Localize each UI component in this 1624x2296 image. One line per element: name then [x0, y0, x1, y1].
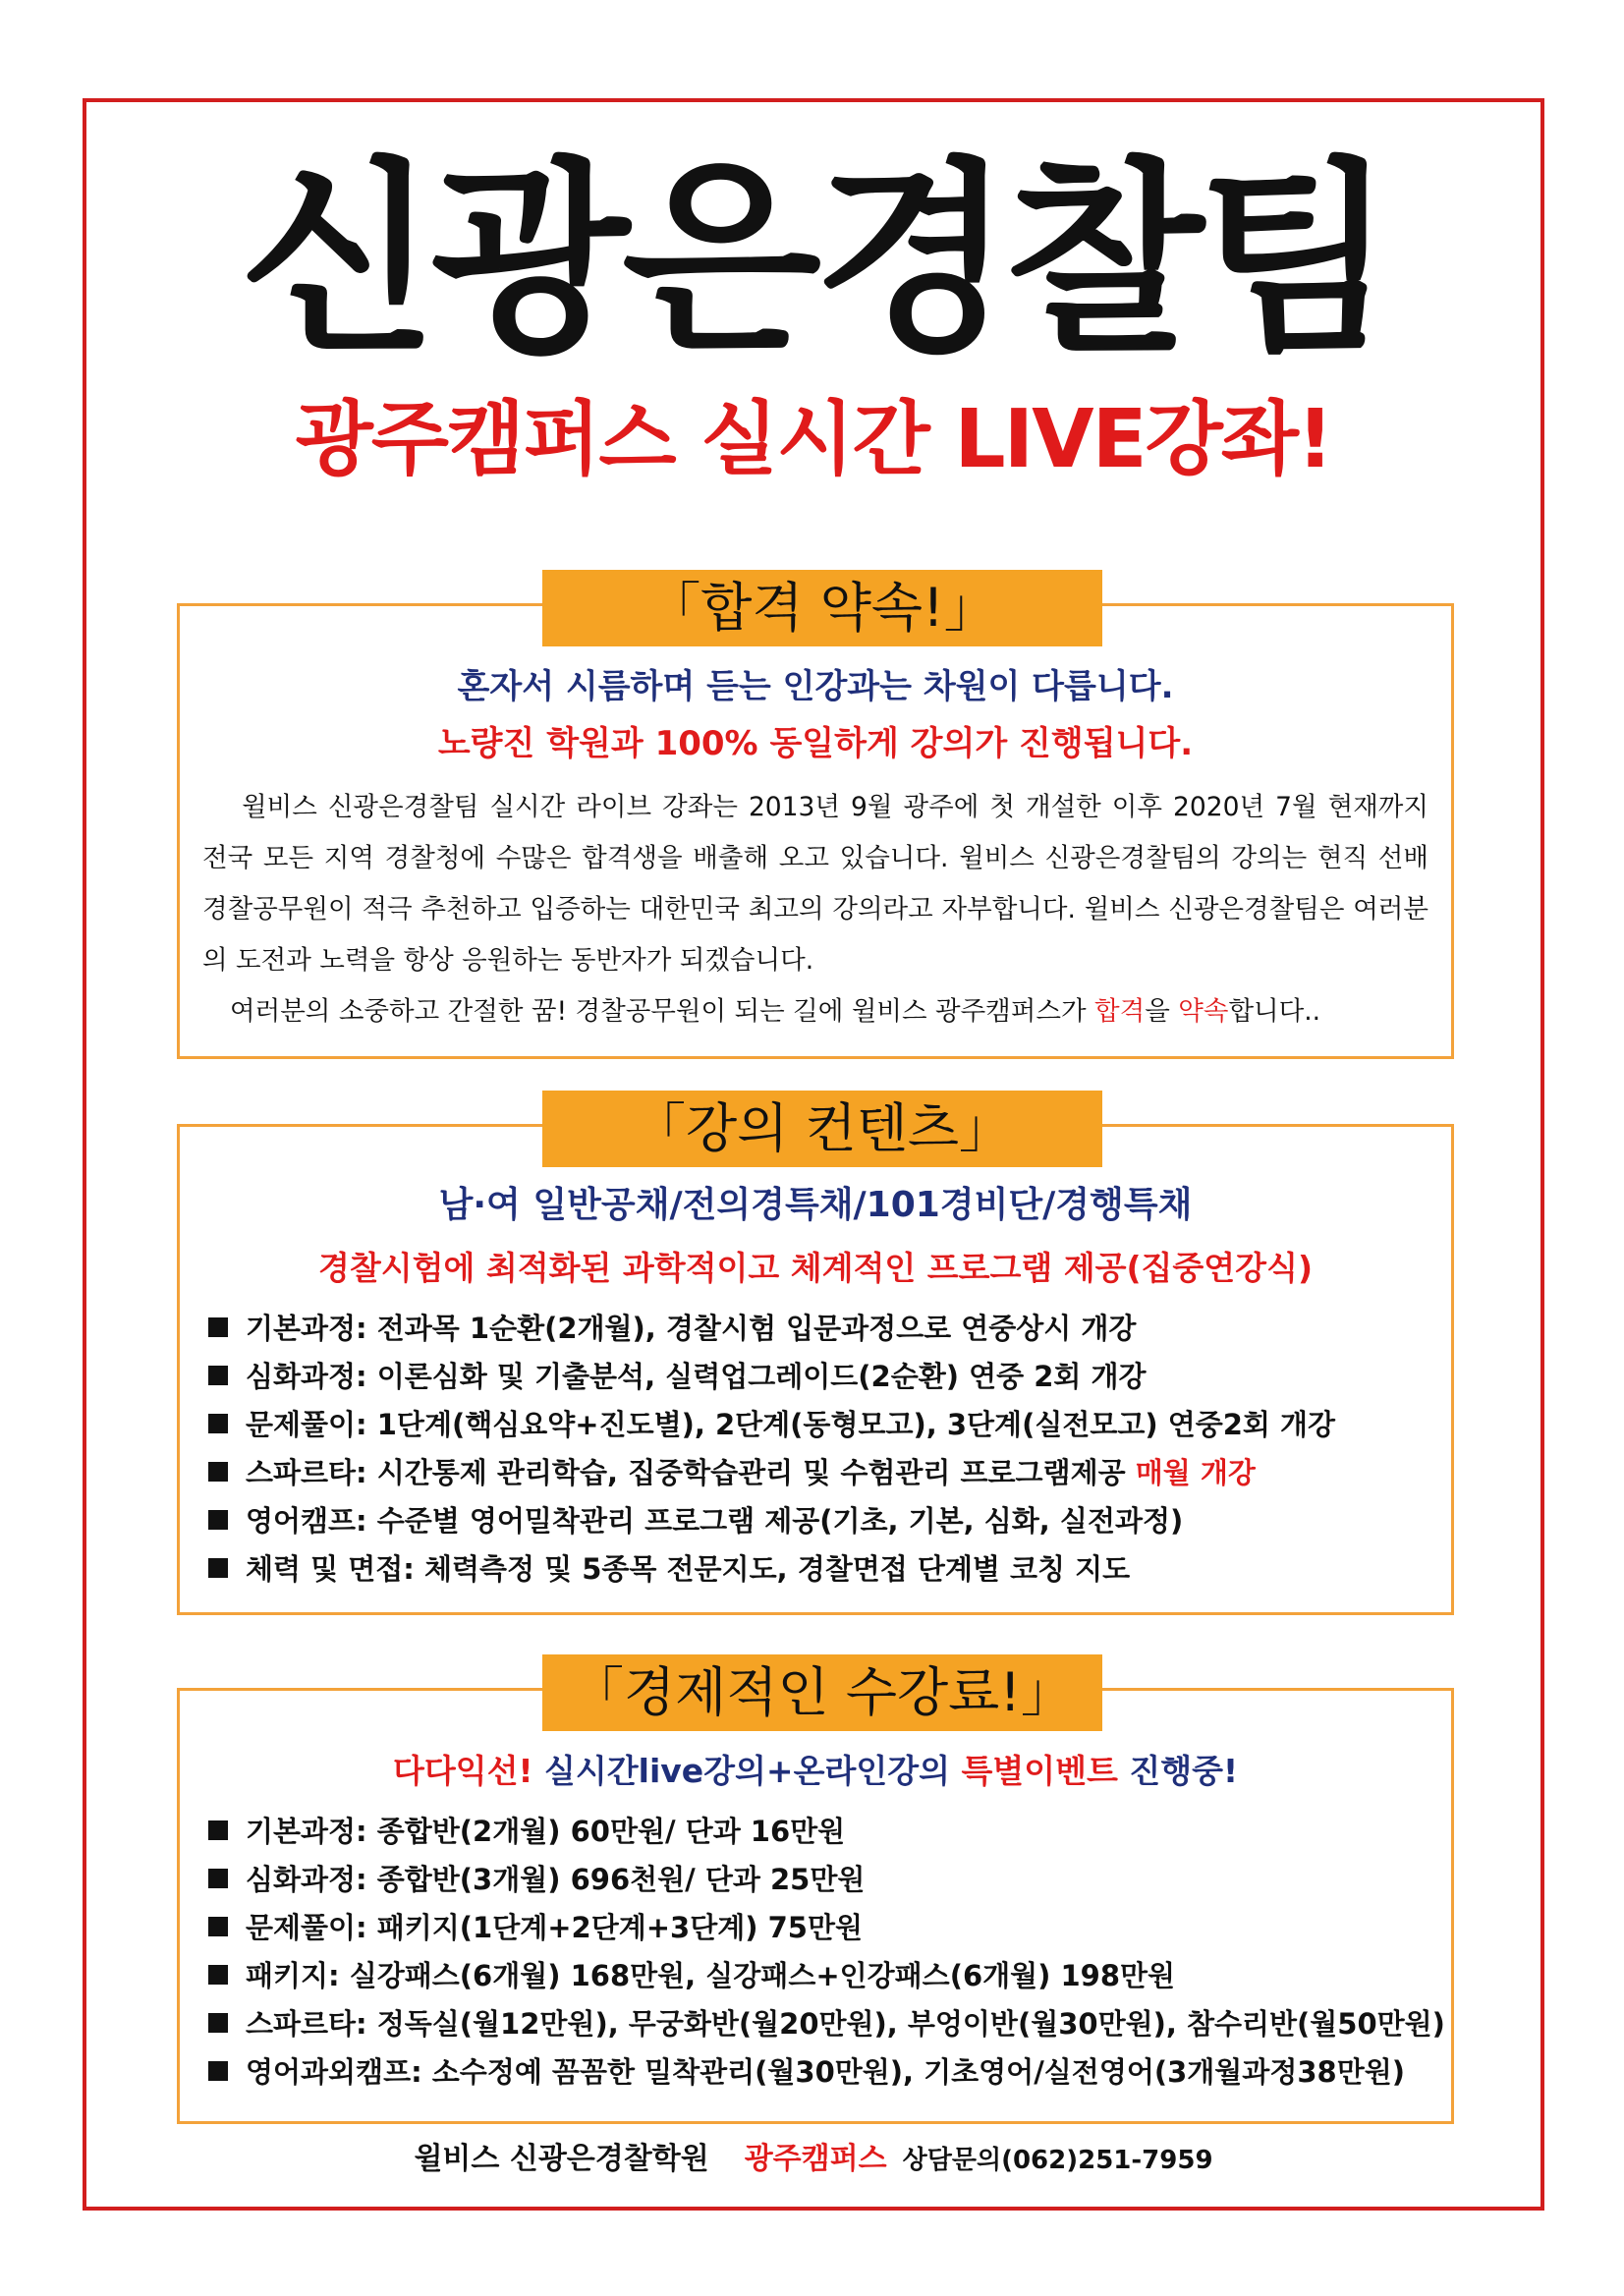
pass-description-text: 윌비스 신광은경찰팀 실시간 라이브 강좌는 2013년 9월 광주에 첫 개설한 이후 2020년 7월 현재까지 전국 모든 지역 경찰청에 수많은 합격생을 배출해 오고 있습니다. 윌비스 신광은경찰팀의 강의는 현직 선배 경찰공무원이 적극 추천하고 입증하는 대한민국 최고의 강의라고 자부합니다. 윌비스 신광은경찰팀은 여러분의 도전과 노력을 항상 응원하는 동반자가 되겠습니다. [202, 792, 1428, 976]
pass-description [177, 782, 1454, 986]
section-pass-promise-tab: 「합격 약속!」 [542, 570, 1102, 646]
list-item: 패키지: 실강패스(6개월) 168만원, 실강패스+인강패스(6개월) 198만원 [208, 1952, 1454, 2000]
square-bullet-icon [208, 1820, 228, 1840]
tuition-headline-part-3: 특별이벤트 [961, 1752, 1118, 1790]
pass-closing-pre: 여러분의 소중하고 간절한 꿈! 경찰공무원이 되는 길에 윌비스 광주캠퍼스가 [230, 996, 1095, 1027]
square-bullet-icon [208, 2013, 228, 2033]
list-item: 체력 및 면접: 체력측정 및 5종목 전문지도, 경찰면접 단계별 코칭 지도 [208, 1545, 1454, 1594]
pass-closing-highlight-promise: 약속 [1178, 996, 1229, 1027]
list-item: 스파르타: 정독실(월12만원), 무궁화반(월20만원), 부엉이반(월30만원), 참수리반(월50만원) [208, 2000, 1454, 2048]
footer-campus: 광주캠퍼스 [744, 2142, 887, 2176]
list-item: 기본과정: 전과목 1순환(2개월), 경찰시험 입문과정으로 연중상시 개강 [208, 1305, 1454, 1353]
square-bullet-icon [208, 1965, 228, 1985]
list-item: 심화과정: 종합반(3개월) 696천원/ 단과 25만원 [208, 1856, 1454, 1904]
square-bullet-icon [208, 1414, 228, 1433]
section-lecture-contents-content [177, 1177, 1454, 1594]
section-tuition-tab: 「경제적인 수강료!」 [542, 1654, 1102, 1731]
list-item: 스파르타: 시간통제 관리학습, 집중학습관리 및 수험관리 프로그램제공 매월 개강 [208, 1449, 1454, 1497]
tuition-headline [177, 1743, 1454, 1800]
square-bullet-icon [208, 1917, 228, 1936]
list-item: 문제풀이: 패키지(1단계+2단계+3단계) 75만원 [208, 1904, 1454, 1952]
contents-list [177, 1305, 1454, 1594]
footer-academy: 윌비스 신광은경찰학원 [414, 2142, 709, 2176]
square-bullet-icon [208, 1317, 228, 1337]
pass-closing-highlight-pass: 합격 [1094, 996, 1146, 1027]
list-item: 기본과정: 종합반(2개월) 60만원/ 단과 16만원 [208, 1808, 1454, 1856]
pass-closing [177, 986, 1454, 1037]
list-item: 영어과외캠프: 소수정예 꼼꼼한 밀착관리(월30만원), 기초영어/실전영어(3개월과정38만원) [208, 2048, 1454, 2097]
section-tuition-content [177, 1743, 1454, 2097]
footer [83, 2134, 1544, 2177]
footer-contact: 상담문의(062)251-7959 [902, 2146, 1213, 2175]
section-pass-promise-content [177, 660, 1454, 1037]
pass-closing-mid: 을 [1145, 996, 1179, 1027]
list-item: 영어캠프: 수준별 영어밀착관리 프로그램 제공(기초, 기본, 심화, 실전과정) [208, 1497, 1454, 1545]
tuition-headline-part-2: 실시간live강의+온라인강의 [544, 1752, 962, 1790]
list-item: 심화과정: 이론심화 및 기출분석, 실력업그레이드(2순환) 연중 2회 개강 [208, 1353, 1454, 1401]
square-bullet-icon [208, 1869, 228, 1888]
list-item: 문제풀이: 1단계(핵심요약+진도별), 2단계(동형모고), 3단계(실전모고) 연중2회 개강 [208, 1401, 1454, 1449]
tuition-headline-part-1: 다다익선! [392, 1752, 545, 1790]
contents-headline-1: 남·여 일반공채/전의경특채/101경비단/경행특채 [438, 1185, 1193, 1225]
pass-headline-1: 혼자서 시름하며 듣는 인강과는 차원이 다릅니다. [457, 667, 1174, 706]
tuition-list [177, 1808, 1454, 2097]
square-bullet-icon [208, 1510, 228, 1530]
square-bullet-icon [208, 1366, 228, 1385]
sub-title: 광주캠퍼스 실시간 LIVE강좌! [295, 393, 1332, 486]
tuition-headline-part-4: 진행중! [1117, 1752, 1239, 1790]
main-title: 신광은경찰팀 [239, 140, 1388, 380]
contents-headline-2: 경찰시험에 최적화된 과학적이고 체계적인 프로그램 제공(집중연강식) [317, 1249, 1314, 1287]
square-bullet-icon [208, 1558, 228, 1578]
square-bullet-icon [208, 2061, 228, 2081]
section-lecture-contents-tab: 「강의 컨텐츠」 [542, 1091, 1102, 1167]
square-bullet-icon [208, 1462, 228, 1482]
pass-headline-2: 노량진 학원과 100% 동일하게 강의가 진행됩니다. [437, 724, 1194, 763]
pass-closing-post: 합니다.. [1228, 996, 1321, 1027]
monthly-open-highlight: 매월 개강 [1135, 1456, 1256, 1489]
